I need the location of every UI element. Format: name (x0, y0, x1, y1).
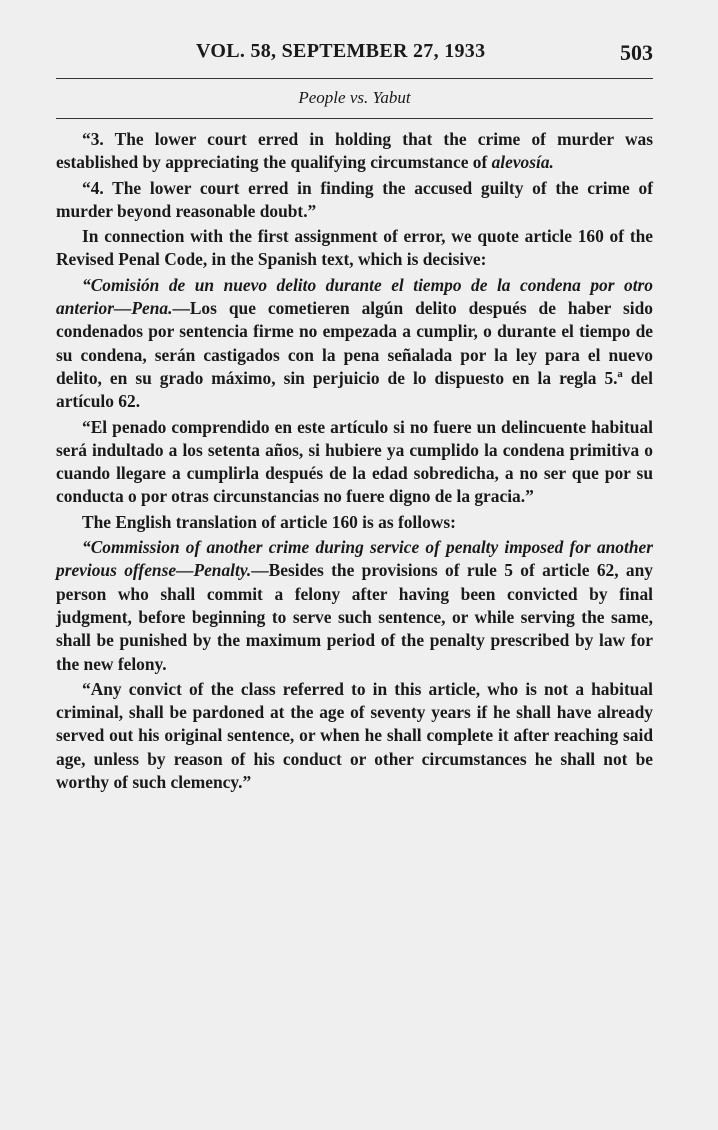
page-header (56, 40, 653, 80)
title-rule (56, 118, 653, 119)
paragraph-error-3: “3. The lower court erred in holding that the crime of murder was established by appreciating the qualifying circumstance of alevosía. (56, 129, 653, 173)
paragraph-english-article: “Commission of another crime during service of penalty imposed for another previous offense—Penalty.—Besides the provisions of rule 5 of article 62, any person who shall commit a felony after having been convicted by final judgment, before beginning to serve such sentence, or while serving the same, shall be punished by the maximum period of the penalty prescribed by law for the new felony. (56, 537, 653, 674)
paragraph-error-4: “4. The lower court erred in finding the accused guilty of the crime of murder beyond reasonable doubt.” (56, 177, 653, 221)
header-rule (56, 78, 653, 79)
volume-date: VOL. 58, SEPTEMBER 27, 1933 (196, 40, 486, 62)
paragraph-english-pardon: “Any convict of the class referred to in this article, who is not a habitual criminal, shall be pardoned at the age of seventy years if he shall have already served out his original sentence, or when he shall complete it after reaching said age, unless by reason of his conduct or other circumstances he shall not be worthy of such clemency.” (56, 678, 653, 793)
paragraph-intro-spanish: In connection with the first assignment of error, we quote article 160 of the Revised Penal Code, in the Spanish text, which is decisive: (56, 226, 653, 270)
paragraph-spanish-article: “Comisión de un nuevo delito durante el tiempo de la condena por otro anterior—Pena.—Los que cometieren algún delito después de haber sido condenados por sentencia firme no empezada a cumplir, o durante el tiempo de su condena, serán castigados con la pena señalada por la ley para el nuevo delito, en su grado máximo, sin perjuicio de lo dispuesto en la regla 5.ª del artículo 62. (56, 274, 653, 412)
body-text (56, 128, 653, 796)
page-number: 503 (620, 40, 653, 65)
running-title: People vs. Yabut (298, 88, 411, 107)
paragraph-intro-english: The English translation of article 160 is as follows: (82, 511, 456, 532)
paragraph-spanish-pardon: “El penado comprendido en este artículo si no fuere un delincuente habitual será indultado a los setenta años, si hubiere ya cumplido la condena primitiva o cuando llegare a cumplirla después de la edad sobredicha, a no ser que por su conducta o por otras circunstancias no fuere digno de la gracia.” (56, 416, 653, 507)
